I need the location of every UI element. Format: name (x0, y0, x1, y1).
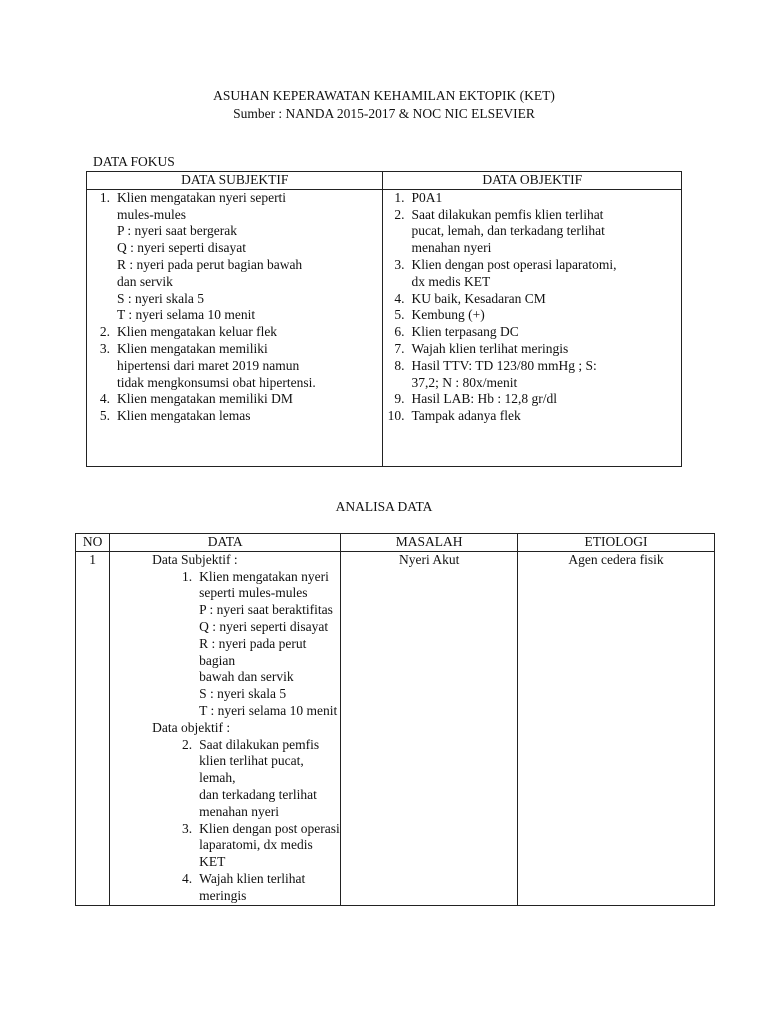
list-item (394, 307, 681, 324)
analisa-objektif-list (182, 736, 340, 905)
list-item-text: laparatomi, dx medis KET (199, 837, 313, 870)
list-item-text: Klien dengan post operasi (199, 820, 340, 836)
data-objektif-cell (383, 189, 682, 466)
list-item-text: Klien mengatakan nyeri (199, 568, 329, 584)
analisa-subjektif-list (182, 568, 340, 720)
list-item-text: Kembung (+) (411, 307, 485, 323)
row-masalah: Nyeri Akut (341, 551, 518, 905)
row-data-cell (110, 551, 341, 905)
list-item-text: hipertensi dari maret 2019 namun (117, 357, 300, 373)
list-item-text: P : nyeri saat bergerak (117, 223, 237, 239)
row-no: 1 (76, 551, 110, 905)
data-fokus-label: DATA FOKUS (93, 154, 175, 169)
list-item-number: 6. (394, 324, 405, 340)
list-item (394, 256, 681, 291)
list-item-number: 5. (394, 307, 405, 323)
col-header-no: NO (76, 534, 110, 552)
list-item-text: Hasil LAB: Hb : 12,8 gr/dl (411, 391, 557, 407)
list-item (394, 324, 681, 341)
list-item-number: 5. (99, 408, 110, 424)
list-item-text: Wajah klien terlihat (199, 870, 306, 886)
list-item-text: Tampak adanya flek (411, 408, 521, 424)
list-item-number: 10. (387, 408, 405, 424)
list-item (394, 206, 681, 257)
list-item-text: klien terlihat pucat, lemah, (199, 753, 304, 786)
list-item-text: Klien dengan post operasi laparatomi, (411, 256, 617, 272)
list-item-text: Klien mengatakan memiliki DM (117, 391, 293, 407)
document-title: ASUHAN KEPERAWATAN KEHAMILAN EKTOPIK (KET) (213, 88, 555, 103)
data-fokus-table (86, 171, 682, 467)
list-item-number: 3. (394, 256, 405, 272)
list-item-text: R : nyeri pada perut bagian bawah (117, 256, 303, 272)
list-item-text: tidak mengkonsumsi obat hipertensi. (117, 374, 316, 390)
list-item-text: T : nyeri selama 10 menit (199, 702, 338, 718)
list-item-text: KU baik, Kesadaran CM (411, 290, 546, 306)
list-item (99, 408, 382, 425)
list-item-number: 1. (99, 189, 110, 205)
list-item-text: Q : nyeri seperti disayat (199, 618, 329, 634)
list-item-text: menahan nyeri (199, 803, 279, 819)
list-item-text: Q : nyeri seperti disayat (117, 240, 246, 256)
list-item (394, 391, 681, 408)
list-item-text: meringis (199, 887, 247, 903)
list-item-text: menahan nyeri (411, 240, 492, 256)
list-item (182, 870, 340, 905)
data-subjektif-list (99, 189, 382, 425)
list-item-text: T : nyeri selama 10 menit (117, 307, 256, 323)
list-item-number: 4. (99, 391, 110, 407)
list-item-text: Klien mengatakan memiliki (117, 340, 268, 356)
analisa-data-table (75, 533, 715, 906)
list-item-text: dan servik (117, 273, 173, 289)
list-item (182, 736, 340, 821)
row-etiologi: Agen cedera fisik (518, 551, 715, 905)
list-item (182, 568, 340, 720)
list-item-number: 3. (99, 340, 110, 356)
document-header (0, 87, 768, 123)
list-item-text: seperti mules-mules (199, 585, 308, 601)
list-item-number: 2. (394, 206, 405, 222)
list-item-text: Klien terpasang DC (411, 324, 519, 340)
list-item-text: S : nyeri skala 5 (117, 290, 204, 306)
col-header-masalah: MASALAH (341, 534, 518, 552)
list-item-number: 8. (394, 357, 405, 373)
list-item-number: 3. (182, 820, 193, 836)
list-item-number: 4. (182, 870, 193, 886)
list-item-number: 7. (394, 340, 405, 356)
list-item-number: 9. (394, 391, 405, 407)
list-item-text: bawah dan servik (199, 669, 294, 685)
data-objektif-label: Data objektif : (152, 719, 231, 735)
list-item-text: Hasil TTV: TD 123/80 mmHg ; S: (411, 357, 597, 373)
list-item (394, 340, 681, 358)
data-objektif-header: DATA OBJEKTIF (383, 172, 682, 190)
list-item-number: 4. (394, 290, 405, 306)
list-item (394, 290, 681, 308)
list-item-number: 1. (394, 189, 405, 205)
list-item-number: 2. (182, 736, 193, 752)
list-item (99, 189, 382, 324)
list-item-text: S : nyeri skala 5 (199, 686, 287, 702)
col-header-etiologi: ETIOLOGI (518, 534, 715, 552)
list-item-text: Saat dilakukan pemfis klien terlihat (411, 206, 604, 222)
list-item-text: Klien mengatakan lemas (117, 408, 251, 424)
list-item-number: 2. (99, 324, 110, 340)
list-item-number: 1. (182, 568, 193, 584)
list-item (394, 357, 681, 392)
list-item (182, 820, 340, 871)
list-item-text: dan terkadang terlihat (199, 786, 317, 802)
list-item-text: Klien mengatakan nyeri seperti (117, 189, 287, 205)
document-source: Sumber : NANDA 2015-2017 & NOC NIC ELSEVIER (233, 106, 535, 121)
list-item-text: 37,2; N : 80x/menit (411, 374, 518, 390)
list-item-text: mules-mules (117, 206, 186, 222)
list-item (394, 189, 681, 207)
list-item-text: pucat, lemah, dan terkadang terlihat (411, 223, 605, 239)
data-subjektif-label: Data Subjektif : (152, 551, 238, 567)
list-item-text: P : nyeri saat beraktifitas (199, 602, 333, 618)
list-item-text: dx medis KET (411, 273, 491, 289)
analisa-data-label: ANALISA DATA (335, 499, 433, 514)
list-item (387, 408, 681, 425)
list-item-text: Saat dilakukan pemfis (199, 736, 320, 752)
data-subjektif-header: DATA SUBJEKTIF (87, 172, 383, 190)
col-header-data: DATA (110, 534, 341, 552)
list-item-text: R : nyeri pada perut bagian (199, 635, 307, 668)
table-row (76, 551, 715, 905)
list-item-text: P0A1 (411, 189, 443, 205)
data-subjektif-cell (87, 189, 383, 466)
list-item-text: Wajah klien terlihat meringis (411, 340, 569, 356)
list-item (99, 391, 382, 408)
data-objektif-list (387, 189, 681, 425)
list-item (99, 324, 382, 341)
list-item (99, 340, 382, 391)
list-item-text: Klien mengatakan keluar flek (117, 324, 278, 340)
